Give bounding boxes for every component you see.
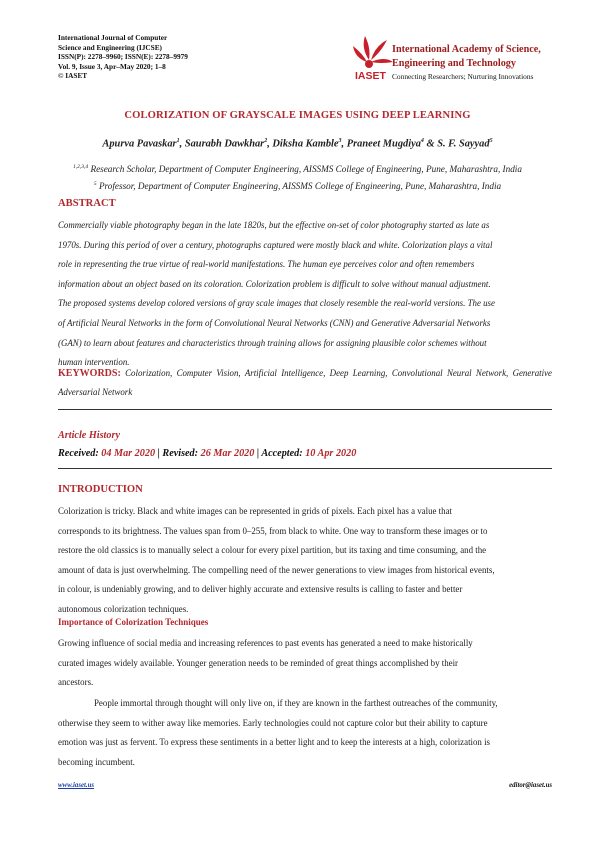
- author-sup: 1: [176, 138, 180, 144]
- journal-name-line1: International Journal of Computer: [58, 33, 168, 42]
- received-date: 04 Mar 2020: [101, 448, 156, 459]
- abstract-line: Commercially viable photography began in the late 1820s, but the effective on-set of color photography started as late as: [58, 220, 490, 230]
- publisher-tagline: Connecting Researchers; Nurturing Innovations: [392, 72, 534, 81]
- author-name: Saurabh Dawkhar: [184, 138, 265, 150]
- importance-para-1: [58, 634, 552, 693]
- publisher-name-line1: International Academy of Science,: [392, 44, 541, 55]
- author-list: [0, 138, 595, 149]
- revised-date: 26 Mar 2020: [200, 448, 255, 459]
- received-label: Received:: [58, 448, 102, 459]
- footer-website-link[interactable]: www.iaset.us: [58, 782, 95, 789]
- author-separator: ,: [341, 138, 347, 150]
- importance-para-2: [58, 694, 552, 772]
- affiliation-text: Research Scholar, Department of Computer Engineering, AISSMS College of Engineering, Pune, Maharashtra, India: [90, 164, 522, 175]
- accepted-date: 10 Apr 2020: [305, 448, 357, 459]
- abstract-line: role in representing the true virtue of real-world manifestations. The human eye perceives color and often remembers: [58, 259, 475, 270]
- importance-line: otherwise they seem to wither away like memories. Early technologies could not capture color but their ability to capture: [58, 717, 488, 728]
- author-sup: 3: [338, 138, 342, 144]
- affiliation-2: [0, 181, 595, 191]
- intro-line: in colour, is undeniably growing, and to deliver highly accurate and extensive results is calling to faster and better: [58, 584, 463, 595]
- introduction-heading: INTRODUCTION: [58, 484, 143, 495]
- logo-text: IASET: [355, 70, 386, 82]
- divider-top: [58, 409, 552, 410]
- keywords-text: Colorization, Computer Vision, Artificial Intelligence, Deep Learning, Convolutional Neural Network, Generative Adversarial Network: [58, 368, 552, 397]
- introduction-body: [58, 502, 552, 620]
- abstract-heading: ABSTRACT: [58, 198, 116, 209]
- intro-line: restore the old classics is to manually select a colour for every pixel partition, but its taxing and time consuming, and the: [58, 545, 487, 556]
- author-separator: &: [423, 138, 438, 150]
- intro-line: Colorization is tricky. Black and white images can be represented in grids of pixels. Each pixel has a value that: [58, 506, 452, 516]
- importance-line: becoming incumbent.: [58, 756, 135, 767]
- article-history-heading: Article History: [58, 430, 120, 441]
- importance-line: People immortal through thought will only live on, if they are known in the farthest outreaches of the community,: [94, 698, 498, 708]
- abstract-body: [58, 216, 552, 373]
- author-name: Apurva Pavaskar: [102, 138, 177, 150]
- importance-line: Growing influence of social media and increasing references to past events has generated a need to make historically: [58, 638, 473, 648]
- publisher-name-line2: Engineering and Technology: [392, 58, 516, 69]
- article-history-dates: [58, 448, 356, 459]
- author-sup: 2: [264, 138, 268, 144]
- journal-volume: Vol. 9, Issue 3, Apr–May 2020; 1–8: [58, 61, 166, 71]
- importance-line: emotion was just as fervent. To express these sentiments in a better light and to keep the interests at a high, colorization is: [58, 737, 491, 748]
- importance-heading: Importance of Colorization Techniques: [58, 617, 209, 627]
- abstract-line: 1970s. During this period of over a century, photographs captured were mostly black and white. Colorization plays a vital: [58, 239, 493, 250]
- intro-line: autonomous colorization techniques.: [58, 603, 189, 614]
- author-name: Praneet Mugdiya: [346, 138, 421, 150]
- author-sup: 4: [420, 138, 424, 144]
- keywords-label: KEYWORDS:: [58, 368, 121, 379]
- keywords: [58, 364, 552, 402]
- affiliation-sup: 1,2,3,4: [73, 164, 89, 170]
- journal-info: [58, 33, 188, 81]
- abstract-line: information about an object based on its coloration. Colorization problem is difficult to solve without manual adjustment.: [58, 278, 491, 289]
- abstract-line: of Artificial Neural Networks in the form of Convolutional Neural Networks (CNN) and Generative Adversarial Networks: [58, 317, 491, 328]
- abstract-line: (GAN) to learn about features and characteristics through training allows for assigning plausible color schemes without: [58, 337, 487, 348]
- journal-name-line2: Science and Engineering (IJCSE): [58, 42, 162, 52]
- intro-line: corresponds to its brightness. The values span from 0–255, from black to white. One way to transform these images or to: [58, 525, 488, 536]
- author-sup: 5: [489, 138, 493, 144]
- paper-title: COLORIZATION OF GRAYSCALE IMAGES USING DEEP LEARNING: [124, 110, 471, 121]
- importance-line: ancestors.: [58, 677, 94, 688]
- author-name: S. F. Sayyad: [437, 138, 490, 150]
- author-separator: ,: [267, 138, 273, 150]
- revised-label: | Revised:: [155, 448, 201, 459]
- importance-line: curated images widely available. Younger generation needs to be reminded of great things accomplished by their: [58, 657, 458, 668]
- affiliation-text: Professor, Department of Computer Engineering, AISSMS College of Engineering, Pune, Maharashtra, India: [98, 181, 502, 192]
- abstract-line: The proposed systems develop colored versions of gray scale images that closely resemble the real-world versions. The use: [58, 298, 495, 309]
- author-separator: ,: [179, 138, 185, 150]
- journal-copyright: © IASET: [58, 71, 88, 81]
- divider-bottom: [58, 468, 552, 469]
- affiliation-sup: 5: [93, 181, 97, 187]
- intro-line: amount of data is just overwhelming. The compelling need of the newer generations to view images from historical events,: [58, 564, 495, 575]
- abstract-line: human intervention.: [58, 357, 130, 368]
- author-name: Diksha Kamble: [272, 138, 339, 150]
- journal-issn: ISSN(P): 2278–9960; ISSN(E): 2278–9979: [58, 52, 188, 62]
- accepted-label: | Accepted:: [254, 448, 306, 459]
- footer-email: editor@iaset.us: [509, 782, 552, 789]
- affiliation-1: [0, 164, 595, 174]
